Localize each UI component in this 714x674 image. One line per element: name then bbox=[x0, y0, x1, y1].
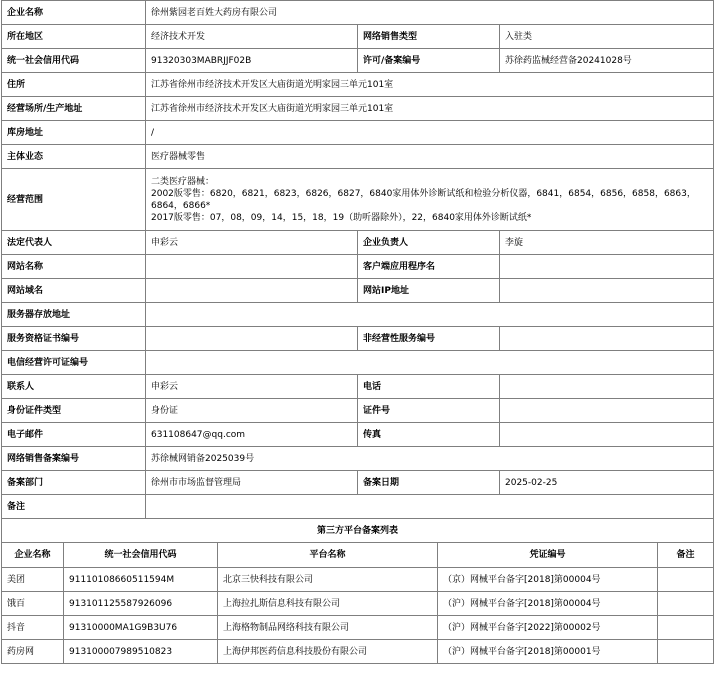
remark-value bbox=[146, 495, 714, 519]
platform-name: 上海拉扎斯信息科技有限公司 bbox=[218, 592, 438, 616]
record-dept-value: 徐州市市场监督管理局 bbox=[146, 471, 358, 495]
telecom-license-label: 电信经营许可证编号 bbox=[2, 351, 146, 375]
platform-company: 饿百 bbox=[2, 592, 64, 616]
id-no-label: 证件号 bbox=[358, 399, 500, 423]
principal-label: 企业负责人 bbox=[358, 231, 500, 255]
platform-credit-code: 913100007989510823 bbox=[64, 640, 218, 664]
row-website-name bbox=[2, 255, 714, 279]
platform-remark bbox=[658, 616, 714, 640]
id-type-label: 身份证件类型 bbox=[2, 399, 146, 423]
platform-certificate: （沪）网械平台备字[2018]第00001号 bbox=[438, 640, 658, 664]
table-row bbox=[2, 568, 714, 592]
row-id-type bbox=[2, 399, 714, 423]
scope-label: 经营范围 bbox=[2, 169, 146, 231]
telecom-license-value bbox=[146, 351, 714, 375]
region-label: 所在地区 bbox=[2, 25, 146, 49]
header-certificate-no: 凭证编号 bbox=[438, 543, 658, 568]
fax-label: 传真 bbox=[358, 423, 500, 447]
sales-type-value: 入驻类 bbox=[500, 25, 714, 49]
main-business-value: 医疗器械零售 bbox=[146, 145, 714, 169]
client-app-label: 客户端应用程序名 bbox=[358, 255, 500, 279]
license-no-value: 苏徐药监械经营备20241028号 bbox=[500, 49, 714, 73]
row-region bbox=[2, 25, 714, 49]
server-location-value bbox=[146, 303, 714, 327]
nonprofit-no-label: 非经营性服务编号 bbox=[358, 327, 500, 351]
header-remark: 备注 bbox=[658, 543, 714, 568]
header-credit-code: 统一社会信用代码 bbox=[64, 543, 218, 568]
ip-value bbox=[500, 279, 714, 303]
ip-label: 网站IP地址 bbox=[358, 279, 500, 303]
row-legal-rep bbox=[2, 231, 714, 255]
domain-value bbox=[146, 279, 358, 303]
contact-value: 申彩云 bbox=[146, 375, 358, 399]
row-domain bbox=[2, 279, 714, 303]
record-detail bbox=[1, 0, 713, 664]
record-date-value: 2025-02-25 bbox=[500, 471, 714, 495]
id-type-value: 身份证 bbox=[146, 399, 358, 423]
online-record-no-value: 苏徐械网销备2025039号 bbox=[146, 447, 714, 471]
platform-table-title: 第三方平台备案列表 bbox=[2, 519, 714, 543]
service-cert-label: 服务资格证书编号 bbox=[2, 327, 146, 351]
header-company-name: 企业名称 bbox=[2, 543, 64, 568]
record-date-label: 备案日期 bbox=[358, 471, 500, 495]
platform-company: 药房网 bbox=[2, 640, 64, 664]
platform-table-header bbox=[2, 543, 714, 568]
email-label: 电子邮件 bbox=[2, 423, 146, 447]
row-main-business bbox=[2, 145, 714, 169]
contact-label: 联系人 bbox=[2, 375, 146, 399]
region-value: 经济技术开发 bbox=[146, 25, 358, 49]
row-server-location bbox=[2, 303, 714, 327]
row-credit-code bbox=[2, 49, 714, 73]
phone-value bbox=[500, 375, 714, 399]
scope-line-1: 二类医疗器械： bbox=[151, 176, 215, 187]
platform-certificate: （沪）网械平台备字[2022]第00002号 bbox=[438, 616, 658, 640]
table-row bbox=[2, 616, 714, 640]
fax-value bbox=[500, 423, 714, 447]
phone-label: 电话 bbox=[358, 375, 500, 399]
company-name-value: 徐州紫园老百姓大药房有限公司 bbox=[146, 1, 714, 25]
credit-code-value: 91320303MABRJJF02B bbox=[146, 49, 358, 73]
platform-remark bbox=[658, 568, 714, 592]
remark-label: 备注 bbox=[2, 495, 146, 519]
platform-company: 美团 bbox=[2, 568, 64, 592]
scope-value bbox=[146, 169, 714, 231]
service-cert-value bbox=[146, 327, 358, 351]
platform-company: 抖音 bbox=[2, 616, 64, 640]
row-service-cert bbox=[2, 327, 714, 351]
platform-name: 上海伊邦医药信息科技股份有限公司 bbox=[218, 640, 438, 664]
platform-table bbox=[1, 518, 714, 664]
platform-table-title-row bbox=[2, 519, 714, 543]
id-no-value bbox=[500, 399, 714, 423]
row-email bbox=[2, 423, 714, 447]
business-address-label: 经营场所/生产地址 bbox=[2, 97, 146, 121]
record-dept-label: 备案部门 bbox=[2, 471, 146, 495]
address-label: 住所 bbox=[2, 73, 146, 97]
online-record-no-label: 网络销售备案编号 bbox=[2, 447, 146, 471]
company-name-label: 企业名称 bbox=[2, 1, 146, 25]
warehouse-label: 库房地址 bbox=[2, 121, 146, 145]
table-row bbox=[2, 640, 714, 664]
row-contact bbox=[2, 375, 714, 399]
header-platform-name: 平台名称 bbox=[218, 543, 438, 568]
website-name-value bbox=[146, 255, 358, 279]
row-record-dept bbox=[2, 471, 714, 495]
row-remark bbox=[2, 495, 714, 519]
platform-name: 上海格物制品网络科技有限公司 bbox=[218, 616, 438, 640]
platform-remark bbox=[658, 640, 714, 664]
email-value: 631108647@qq.com bbox=[146, 423, 358, 447]
nonprofit-no-value bbox=[500, 327, 714, 351]
sales-type-label: 网络销售类型 bbox=[358, 25, 500, 49]
address-value: 江苏省徐州市经济技术开发区大庙街道光明家园三单元101室 bbox=[146, 73, 714, 97]
credit-code-label: 统一社会信用代码 bbox=[2, 49, 146, 73]
legal-rep-value: 申彩云 bbox=[146, 231, 358, 255]
platform-certificate: （京）网械平台备字[2018]第00004号 bbox=[438, 568, 658, 592]
row-online-record-no bbox=[2, 447, 714, 471]
platform-credit-code: 91310000MA1G9B3U76 bbox=[64, 616, 218, 640]
main-business-label: 主体业态 bbox=[2, 145, 146, 169]
table-row bbox=[2, 592, 714, 616]
license-no-label: 许可/备案编号 bbox=[358, 49, 500, 73]
platform-remark bbox=[658, 592, 714, 616]
enterprise-info-table bbox=[1, 0, 714, 519]
business-address-value: 江苏省徐州市经济技术开发区大庙街道光明家园三单元101室 bbox=[146, 97, 714, 121]
platform-credit-code: 91110108660511594M bbox=[64, 568, 218, 592]
scope-line-2: 2002版零售：6820，6821，6823，6826，6827，6840家用体外诊断试纸和检验分析仪器，6841，6854，6856，6858，6863，6864，6866* bbox=[151, 188, 696, 211]
server-location-label: 服务器存放地址 bbox=[2, 303, 146, 327]
warehouse-value: / bbox=[146, 121, 714, 145]
platform-name: 北京三快科技有限公司 bbox=[218, 568, 438, 592]
website-name-label: 网站名称 bbox=[2, 255, 146, 279]
scope-line-3: 2017版零售：07，08，09，14，15，18，19（助听器除外），22，6840家用体外诊断试纸* bbox=[151, 212, 532, 223]
platform-certificate: （沪）网械平台备字[2018]第00004号 bbox=[438, 592, 658, 616]
domain-label: 网站域名 bbox=[2, 279, 146, 303]
row-company-name bbox=[2, 1, 714, 25]
platform-credit-code: 913101125587926096 bbox=[64, 592, 218, 616]
row-telecom-license bbox=[2, 351, 714, 375]
row-address bbox=[2, 73, 714, 97]
client-app-value bbox=[500, 255, 714, 279]
legal-rep-label: 法定代表人 bbox=[2, 231, 146, 255]
row-scope bbox=[2, 169, 714, 231]
row-warehouse bbox=[2, 121, 714, 145]
row-business-address bbox=[2, 97, 714, 121]
principal-value: 李旋 bbox=[500, 231, 714, 255]
